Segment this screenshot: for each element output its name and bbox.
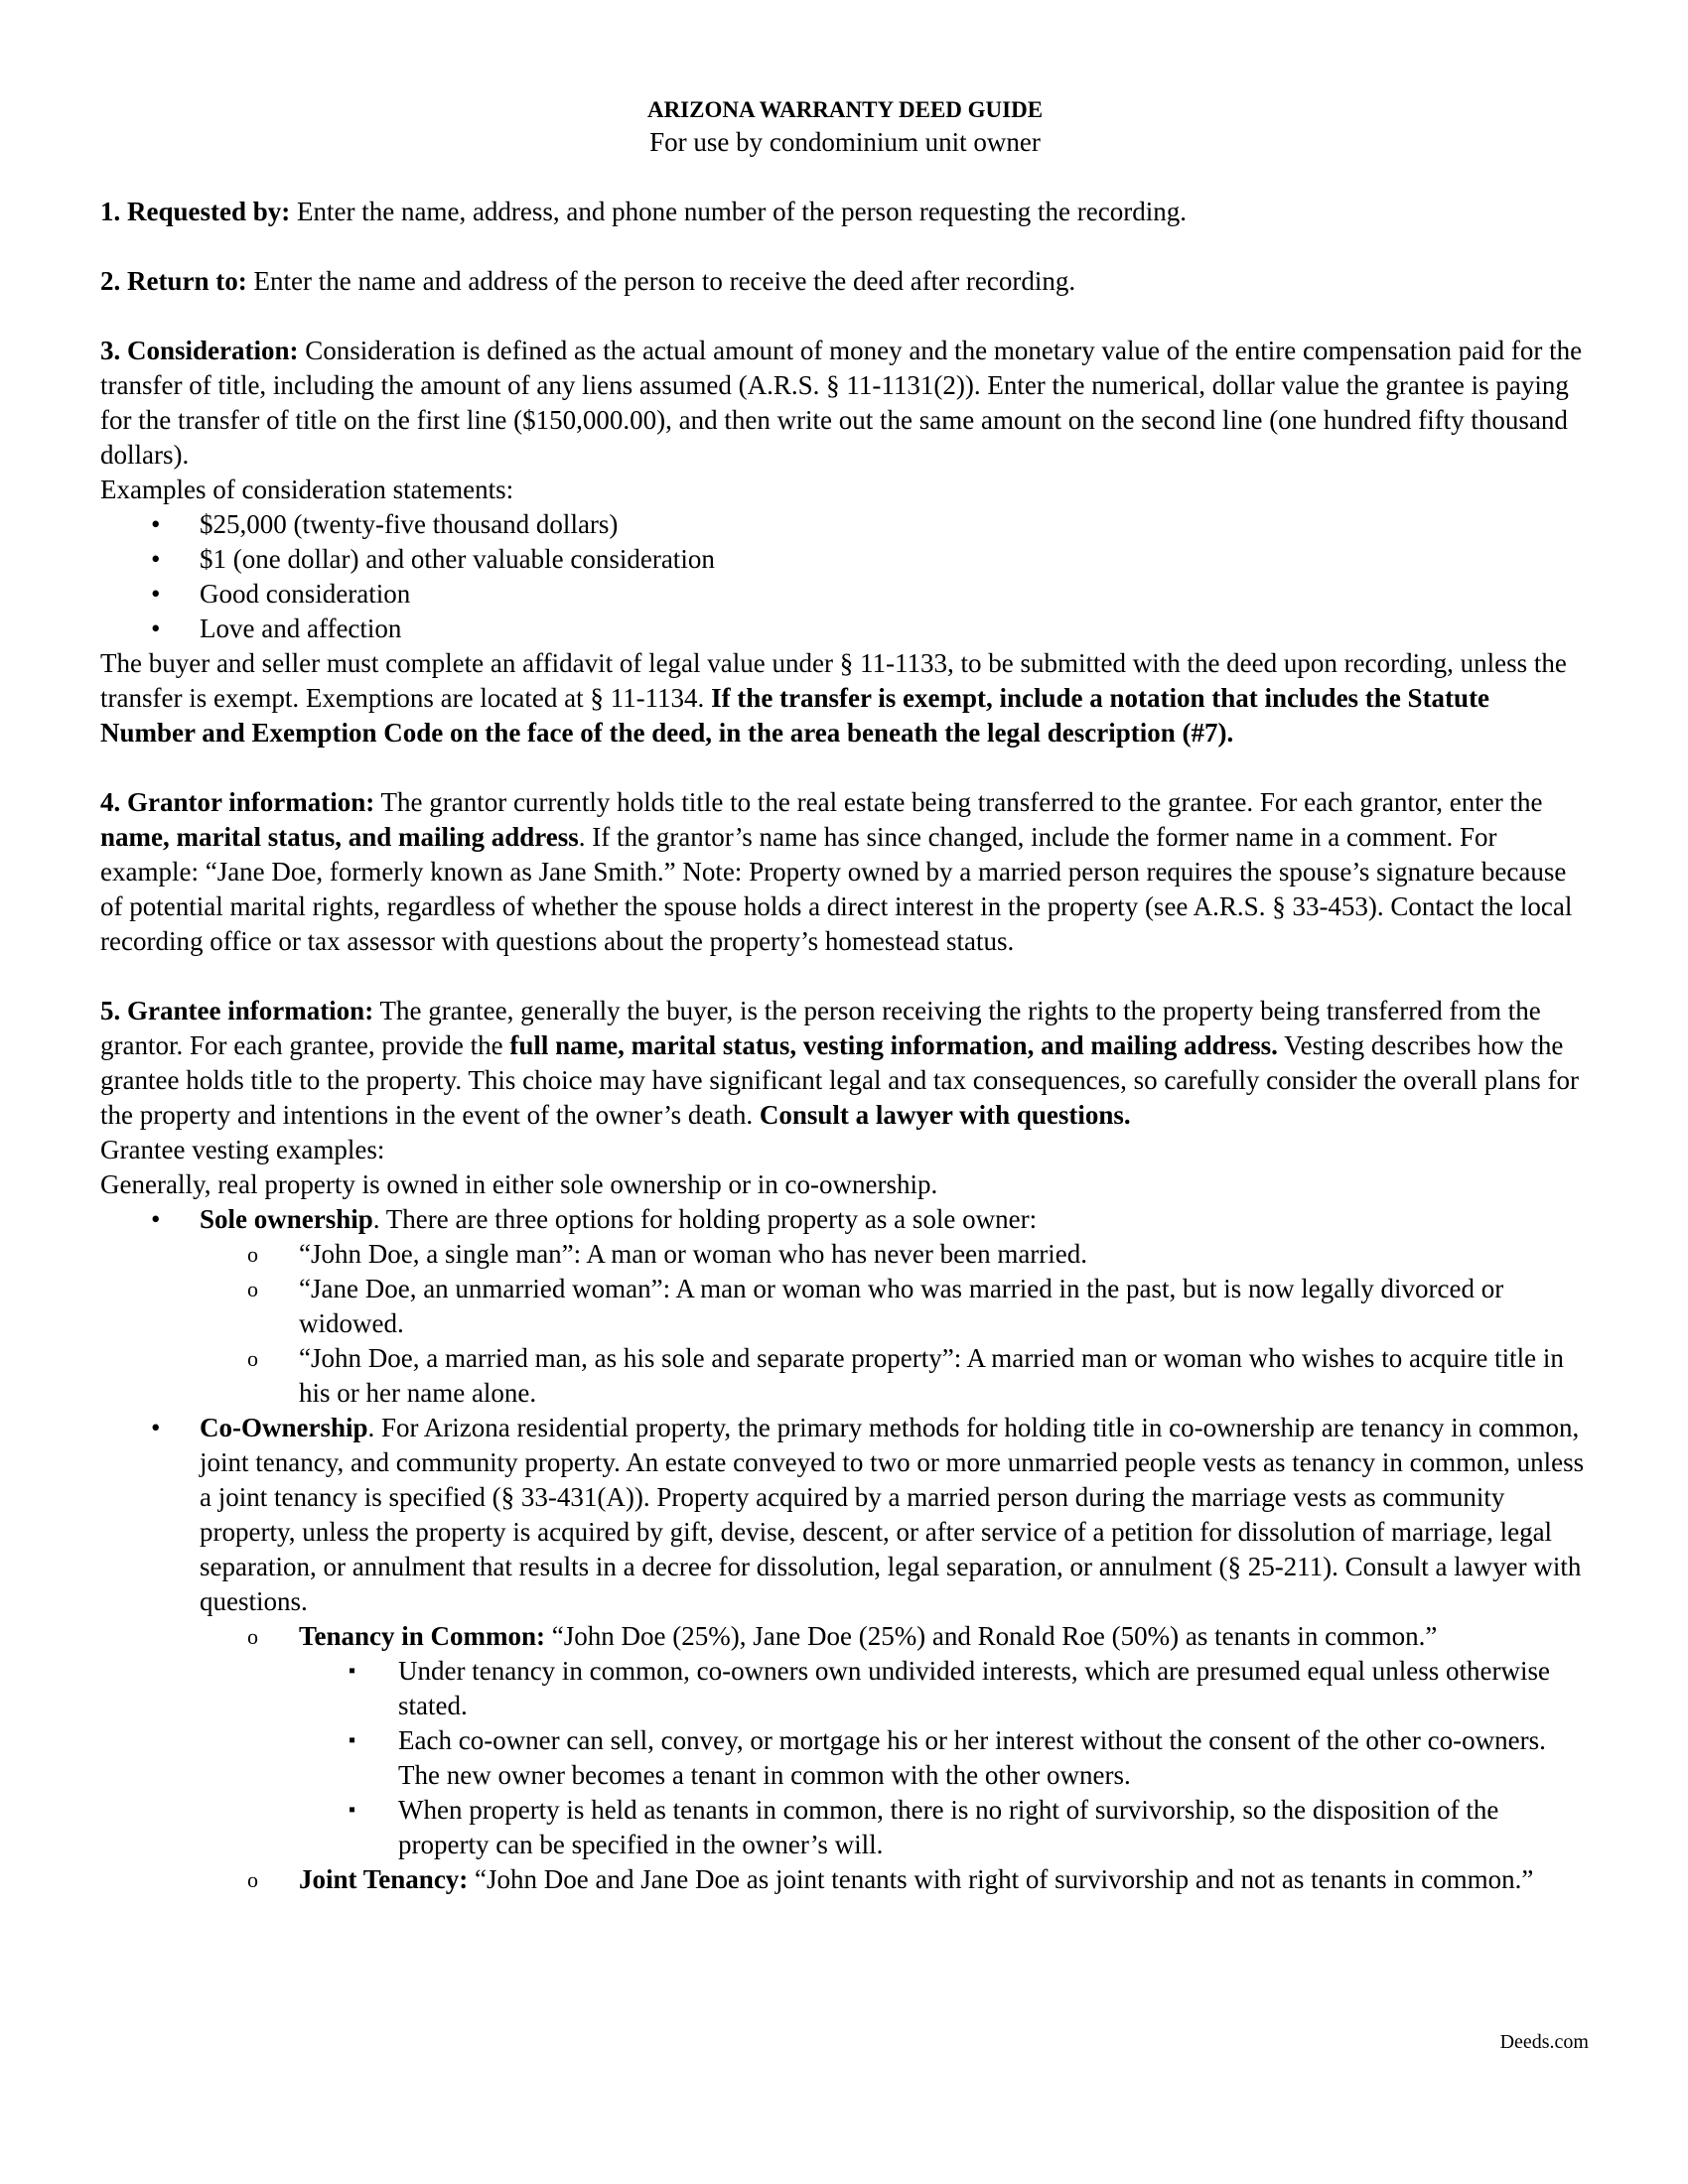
sole-ownership-label: Sole ownership <box>200 1204 373 1234</box>
list-item: o “Jane Doe, an unmarried woman”: A man or woman who was married in the past, but is now legally divorced or widowed. <box>100 1272 1590 1341</box>
joint-tenancy-text: “John Doe and Jane Doe as joint tenants with right of survivorship and not as tenants in common.” <box>475 1864 1534 1894</box>
list-item: • $25,000 (twenty-five thousand dollars) <box>100 507 1590 542</box>
section-text: The grantor currently holds title to the real estate being transferred to the grantee. For each grantor, enter the <box>380 787 1543 817</box>
section-bold-text: full name, marital status, vesting information, and mailing address. <box>509 1030 1278 1060</box>
list-item: o “John Doe, a single man”: A man or woman who has never been married. <box>100 1237 1590 1272</box>
list-item-co-ownership <box>100 1411 1590 1897</box>
co-ownership-label: Co-Ownership <box>200 1413 368 1442</box>
tenancy-in-common-label: Tenancy in Common: <box>299 1621 546 1651</box>
tenancy-in-common-text: “John Doe (25%), Jane Doe (25%) and Ronald Roe (50%) as tenants in common.” <box>551 1621 1438 1651</box>
list-item-joint-tenancy <box>100 1862 1590 1897</box>
co-ownership-options <box>100 1619 1590 1897</box>
sole-ownership-options <box>100 1237 1590 1411</box>
section-return-to <box>100 264 1590 299</box>
sole-ownership-text: . There are three options for holding property as a sole owner: <box>372 1204 1038 1234</box>
section-text: . If the grantor’s name has since changed, include the former name in a comment. For example: “Jane Doe, formerly known as Jane Smith.” Note: Property owned by a married person requires the spouse’s signature because of potential marital rights, regardless of whether the spouse holds a direct interest in the property (see A.R.S. § 33-453). Contact the local recording office or tax assessor with questions about the property’s homestead status. <box>100 822 1573 956</box>
section-consideration <box>100 334 1590 751</box>
list-item: • Good consideration <box>100 577 1590 612</box>
section-text: Enter the name and address of the person to receive the deed after recording. <box>253 266 1076 296</box>
section-text: Consideration is defined as the actual amount of money and the monetary value of the entire compensation paid for the transfer of title, including the amount of any liens assumed (A.R.S. § 11-1131(2)). Enter the numerical, dollar value the grantee is paying for the transfer of title on the first line ($150,000.00), and then write out the same amount on the second line (one hundred fifty thousand dollars). <box>100 336 1583 470</box>
ownership-general: Generally, real property is owned in either sole ownership or in co-ownership. <box>100 1169 938 1199</box>
list-item-tenancy-in-common <box>100 1619 1590 1862</box>
section-label: 2. Return to: <box>100 266 247 296</box>
section-label: 3. Consideration: <box>100 336 299 365</box>
co-ownership-text: . For Arizona residential property, the primary methods for holding title in co-ownership are tenancy in common, joint tenancy, and community property. An estate conveyed to two or more unmarried people vests as tenancy in common, unless a joint tenancy is specified (§ 33-431(A)). Property acquired by a married person during the marriage vests as community property, unless the property is acquired by gift, devise, descent, or after service of a petition for dissolution of marriage, legal separation, or annulment that results in a decree for dissolution, legal separation, or annulment (§ 25-211). Consult a lawyer with questions. <box>200 1413 1585 1616</box>
vesting-intro: Grantee vesting examples: <box>100 1135 385 1164</box>
consult-lawyer-note: Consult a lawyer with questions. <box>759 1100 1131 1130</box>
section-label: 5. Grantee information: <box>100 996 374 1025</box>
examples-intro: Examples of consideration statements: <box>100 475 514 504</box>
list-item: • Love and affection <box>100 612 1590 646</box>
document-subtitle: For use by condominium unit owner <box>649 127 1041 157</box>
section-text: The grantee, generally the buyer, is the person receiving the rights to the property being transferred from the grantor. For each grantee, provide the <box>100 996 1541 1060</box>
list-item: ▪ Under tenancy in common, co-owners own undivided interests, which are presumed equal unless otherwise stated. <box>100 1654 1590 1723</box>
section-label: 1. Requested by: <box>100 197 291 226</box>
section-grantee <box>100 994 1590 1897</box>
list-item-sole-ownership <box>100 1202 1590 1411</box>
document-page <box>100 95 1590 1897</box>
tenancy-in-common-details <box>100 1654 1590 1862</box>
list-item: o “John Doe, a married man, as his sole and separate property”: A married man or woman who wishes to acquire title in his or her name alone. <box>100 1341 1590 1411</box>
document-title: ARIZONA WARRANTY DEED GUIDE <box>646 97 1044 122</box>
list-item: ▪ Each co-owner can sell, convey, or mortgage his or her interest without the consent of the other co-owners. The new owner becomes a tenant in common with the other owners. <box>100 1723 1590 1793</box>
consideration-examples-list <box>100 507 1590 646</box>
section-grantor <box>100 785 1590 959</box>
section-label: 4. Grantor information: <box>100 787 375 817</box>
ownership-list <box>100 1202 1590 1897</box>
section-text: Enter the name, address, and phone number of the person requesting the recording. <box>297 197 1187 226</box>
list-item: ▪ When property is held as tenants in common, there is no right of survivorship, so the disposition of the property can be specified in the owner’s will. <box>100 1793 1590 1862</box>
section-text: Vesting describes how the grantee holds title to the property. This choice may have significant legal and tax consequences, so carefully consider the overall plans for the property and intentions in the event of the owner’s death. <box>100 1030 1579 1130</box>
list-item: • $1 (one dollar) and other valuable consideration <box>100 542 1590 577</box>
joint-tenancy-label: Joint Tenancy: <box>299 1864 469 1894</box>
affidavit-text: The buyer and seller must complete an affidavit of legal value under § 11-1133, to be submitted with the deed upon recording, unless the transfer is exempt. Exemptions are located at § 11-1134. <box>100 648 1567 713</box>
section-bold-text: name, marital status, and mailing address <box>100 822 579 852</box>
footer-source: Deeds.com <box>1499 2031 1589 2053</box>
exemption-note: If the transfer is exempt, include a notation that includes the Statute Number and Exemption Code on the face of the deed, in the area beneath the legal description (#7). <box>100 683 1490 748</box>
section-requested-by <box>100 195 1590 229</box>
